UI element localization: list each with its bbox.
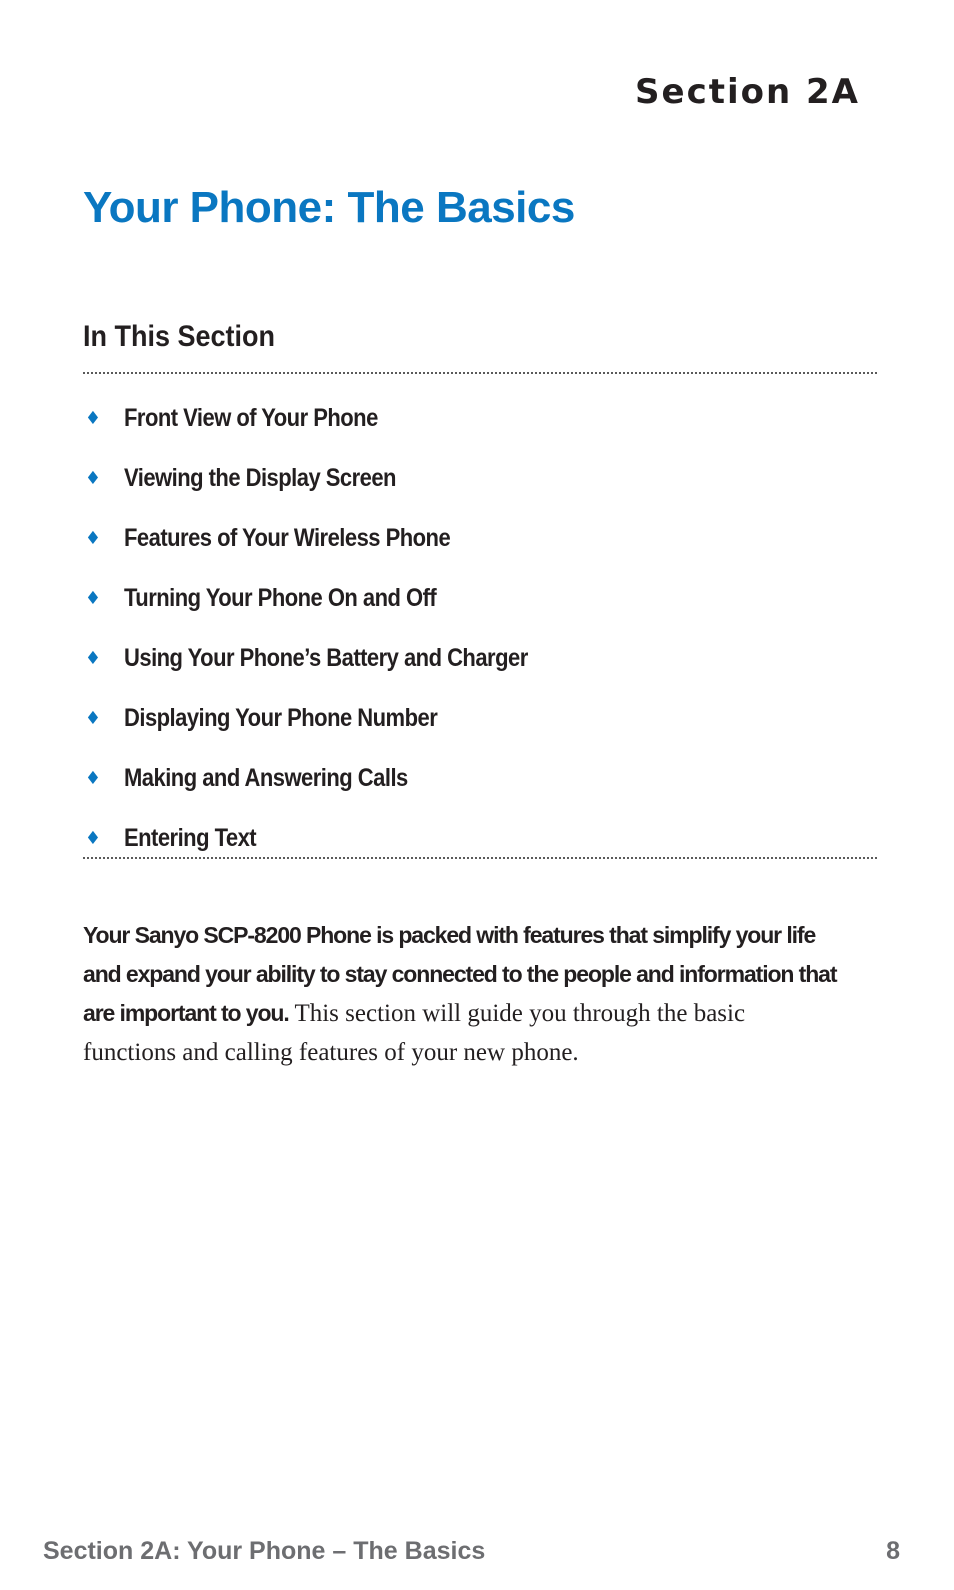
toc-item-label: Using Your Phone’s Battery and Charger [124,643,528,672]
diamond-bullet-icon: ♦ [84,587,102,609]
toc-item-label: Viewing the Display Screen [124,463,396,492]
diamond-bullet-icon: ♦ [84,527,102,549]
toc-heading: In This Section [83,320,276,353]
toc-item [83,628,583,688]
toc-item [83,568,583,628]
toc-item-label: Entering Text [124,823,257,852]
toc-item [83,448,583,508]
diamond-bullet-icon: ♦ [84,407,102,429]
toc-item-label: Front View of Your Phone [124,403,378,432]
page-title: Your Phone: The Basics [83,183,575,232]
toc-top-divider [83,372,877,374]
toc-item [83,508,583,568]
page-number: 8 [886,1537,900,1565]
footer-title: Section 2A: Your Phone – The Basics [43,1537,486,1565]
toc-item-label: Features of Your Wireless Phone [124,523,451,552]
diamond-bullet-icon: ♦ [84,467,102,489]
intro-paragraph [83,916,843,1072]
toc-list [83,388,583,868]
intro-regular-text: This section will guide you through the basic functions and calling features of your new phone. [83,1000,746,1066]
toc-item [83,748,583,808]
diamond-bullet-icon: ♦ [84,707,102,729]
toc-item-label: Turning Your Phone On and Off [124,583,437,612]
diamond-bullet-icon: ♦ [84,767,102,789]
toc-item-label: Displaying Your Phone Number [124,703,438,732]
toc-item [83,388,583,448]
section-label: Section 2A [635,72,860,112]
diamond-bullet-icon: ♦ [84,827,102,849]
intro-bold-text: Your Sanyo SCP-8200 Phone is packed with features that simplify your life and expand your ability to stay connected to the people and information that are important to you. [83,922,837,1026]
toc-item [83,808,583,868]
diamond-bullet-icon: ♦ [84,647,102,669]
toc-item-label: Making and Answering Calls [124,763,408,792]
toc-bottom-divider [83,857,877,859]
toc-item [83,688,583,748]
